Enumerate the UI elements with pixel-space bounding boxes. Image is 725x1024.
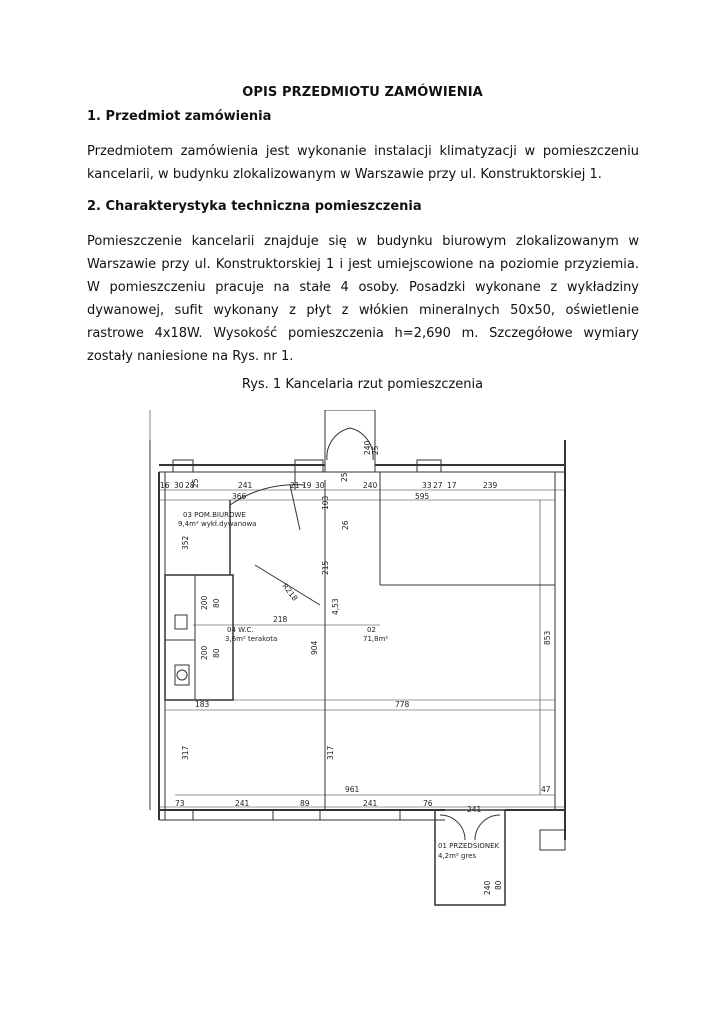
toilet-icon xyxy=(175,615,187,629)
window xyxy=(193,810,273,820)
section2-heading: 2. Charakterystyka techniczna pomieszczenia xyxy=(87,199,422,214)
figure-caption: Rys. 1 Kancelaria rzut pomieszczenia xyxy=(241,377,484,392)
section1-text: Przedmiotem zamówienia jest wykonanie instalacji klimatyzacji w pomieszczeniu kancelarii, w budynku zlokalizowanym w Warszawie przy ul. Konstruktorskiej 1. xyxy=(87,144,639,182)
dim-label: 241 xyxy=(467,805,482,814)
dim-label: 595 xyxy=(415,492,430,501)
dim-label: 317 xyxy=(181,745,190,760)
dim-label: 240 xyxy=(363,440,372,455)
dim-label: 215 xyxy=(321,560,330,575)
room-hall-number: 01 PRZEDSIONEK xyxy=(438,842,500,850)
dim-label: 47 xyxy=(541,785,551,794)
floor-plan xyxy=(145,410,575,910)
dim-label: 4,53 xyxy=(331,598,340,615)
door-leaf xyxy=(290,485,300,530)
dim-label: 183 xyxy=(195,700,210,709)
window xyxy=(540,830,565,850)
dim-label: 352 xyxy=(181,535,190,550)
dim-label: 103 xyxy=(321,495,330,510)
dim-label: 317 xyxy=(326,745,335,760)
dim-label: 200 xyxy=(200,645,209,660)
page-title: OPIS PRZEDMIOTU ZAMÓWIENIA xyxy=(242,85,483,100)
dim-label: 26 xyxy=(341,520,350,530)
dim-label: 80 xyxy=(212,598,221,608)
room-main-area: 71,8m² xyxy=(363,635,389,643)
dim-label: 30 xyxy=(315,481,325,490)
dim-label: 21 xyxy=(290,481,300,490)
window xyxy=(320,810,400,820)
section2-text: Pomieszczenie kancelarii znajduje się w budynku biurowym zlokalizowanym w Warszawie przy ul. Konstruktorskiej 1 i jest umiejscowione na poziomie przyziemia. W pomieszczeniu pracuje na stałe 4 osoby. Posadzki wykonane z wykładziny dywanowej, sufit wykonany z płyt z włókien mineralnych 50x50, oświetlenie rastrowe 4x18W. Wysokość pomieszczenia h=2,690 m. Szczegółowe wymiary zostały naniesione na Rys. nr 1. xyxy=(87,234,639,364)
dim-label: 25 xyxy=(191,478,200,488)
section1-heading: 1. Przedmiot zamówienia xyxy=(87,109,272,124)
dim-label: 961 xyxy=(345,785,360,794)
dim-label: 16 xyxy=(160,481,170,490)
dim-label: 89 xyxy=(300,799,310,808)
dim-label: 76 xyxy=(423,799,433,808)
toilet-icon xyxy=(177,670,187,680)
dim-label: 778 xyxy=(395,700,410,709)
dim-label: R218 xyxy=(280,581,300,603)
dim-label: 239 xyxy=(483,481,498,490)
dim-label: 366 xyxy=(232,492,247,501)
room-main-number: 02 xyxy=(367,626,376,634)
door-swing xyxy=(327,428,350,460)
dim-label: 240 xyxy=(363,481,378,490)
door-swing xyxy=(475,815,500,840)
room-hall-area: 4,2m² gres xyxy=(438,852,477,860)
dim-label: 25 xyxy=(371,445,380,455)
dim-label: 241 xyxy=(363,799,378,808)
dim-label: 200 xyxy=(200,595,209,610)
dim-label: 27 xyxy=(433,481,443,490)
dim-label: 19 xyxy=(302,481,312,490)
dim-label: 30 xyxy=(174,481,184,490)
room-office-area: 9,4m² wykł.dywanowa xyxy=(178,520,257,528)
dim-label: 241 xyxy=(238,481,253,490)
dim-label: 853 xyxy=(543,630,552,645)
dim-label: 240 xyxy=(483,880,492,895)
dim-label: 80 xyxy=(212,648,221,658)
room-wc-number: 04 W.C. xyxy=(227,626,254,634)
room-office-number: 03 POM.BIUROWE xyxy=(183,511,246,519)
dim-label: 218 xyxy=(273,615,288,624)
dim-label: 904 xyxy=(310,640,319,655)
dim-label: 241 xyxy=(235,799,250,808)
dim-label: 25 xyxy=(340,472,349,482)
dim-label: 80 xyxy=(494,880,503,890)
room-wc-area: 3,6m² terakota xyxy=(225,635,278,643)
door-swing xyxy=(440,815,465,840)
dim-label: 17 xyxy=(447,481,457,490)
dim-label: 28 xyxy=(185,481,195,490)
dim-label: 33 xyxy=(422,481,432,490)
dim-label: 73 xyxy=(175,799,185,808)
